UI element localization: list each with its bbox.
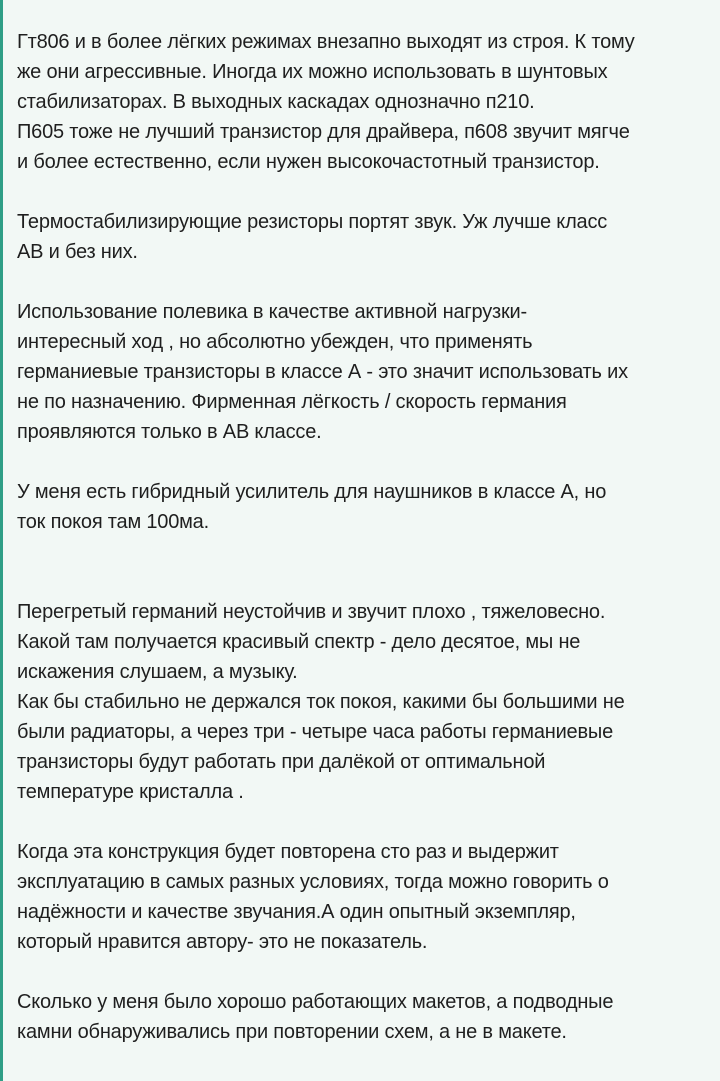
text-line: искажения слушаем, а музыку. — [17, 661, 298, 683]
text-line: температуре кристалла . — [17, 781, 244, 803]
paragraph-spacer — [17, 957, 712, 987]
paragraph-spacer — [17, 177, 712, 207]
text-line: Когда эта конструкция будет повторена сто раз и выдержит — [17, 841, 559, 863]
text-line: интересный ход , но абсолютно убежден, что применять — [17, 331, 533, 353]
text-line: который нравится автору- это не показатель. — [17, 931, 428, 953]
text-line: стабилизаторах. В выходных каскадах однозначно п210. — [17, 91, 535, 113]
text-line: же они агрессивные. Иногда их можно использовать в шунтовых — [17, 61, 608, 83]
paragraph-3 — [17, 297, 712, 447]
text-line: Как бы стабильно не держался ток покоя, какими бы большими не — [17, 691, 625, 713]
text-line: ток покоя там 100ма. — [17, 511, 209, 533]
text-line: германиевые транзисторы в классе А - это значит использовать их — [17, 361, 628, 383]
text-line: Какой там получается красивый спектр - дело десятое, мы не — [17, 631, 581, 653]
text-line: были радиаторы, а через три - четыре часа работы германиевые — [17, 721, 614, 743]
paragraph-4 — [17, 477, 712, 537]
text-line: У меня есть гибридный усилитель для наушников в классе А, но — [17, 481, 607, 503]
paragraph-5 — [17, 597, 712, 807]
paragraph-spacer — [17, 267, 712, 297]
paragraph-spacer — [17, 807, 712, 837]
paragraph-spacer — [17, 537, 712, 567]
paragraph-2 — [17, 207, 712, 267]
post-body — [17, 27, 712, 1047]
text-line: Использование полевика в качестве активной нагрузки- — [17, 301, 527, 323]
paragraph-1 — [17, 27, 712, 177]
text-line: проявляются только в АВ классе. — [17, 421, 322, 443]
text-line: не по назначению. Фирменная лёгкость / скорость германия — [17, 391, 567, 413]
text-line: Сколько у меня было хорошо работающих макетов, а подводные — [17, 991, 614, 1013]
text-line: АВ и без них. — [17, 241, 138, 263]
paragraph-spacer — [17, 567, 712, 597]
post-left-border — [0, 0, 3, 1081]
text-line: П605 тоже не лучший транзистор для драйвера, п608 звучит мягче — [17, 121, 630, 143]
text-line: эксплуатацию в самых разных условиях, тогда можно говорить о — [17, 871, 609, 893]
paragraph-spacer — [17, 447, 712, 477]
text-line: Перегретый германий неустойчив и звучит плохо , тяжеловесно. — [17, 601, 606, 623]
text-line: и более естественно, если нужен высокочастотный транзистор. — [17, 151, 600, 173]
text-line: Гт806 и в более лёгких режимах внезапно выходят из строя. К тому — [17, 31, 635, 53]
text-line: Термостабилизирующие резисторы портят звук. Уж лучше класс — [17, 211, 608, 233]
text-line: камни обнаруживались при повторении схем, а не в макете. — [17, 1021, 567, 1043]
paragraph-7 — [17, 987, 712, 1047]
text-line: транзисторы будут работать при далёкой от оптимальной — [17, 751, 546, 773]
paragraph-6 — [17, 837, 712, 957]
text-line: надёжности и качестве звучания.А один опытный экземпляр, — [17, 901, 576, 923]
